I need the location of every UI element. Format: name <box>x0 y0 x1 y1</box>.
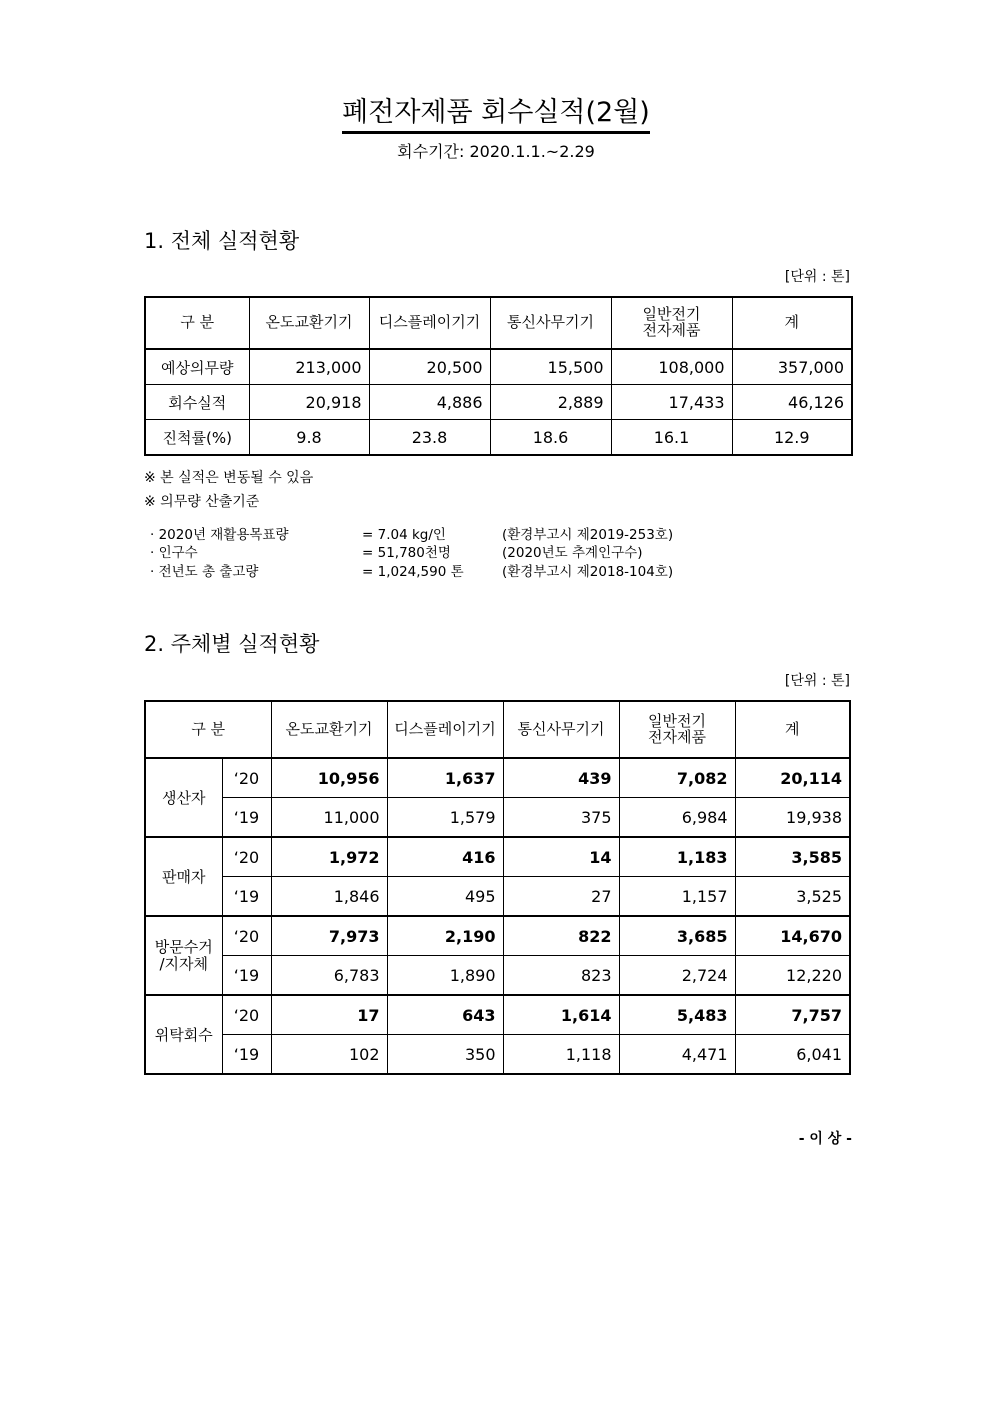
note-variable: ※ 본 실적은 변동될 수 있음 <box>144 470 314 486</box>
table-cell: 7,757 <box>735 995 850 1035</box>
table-row <box>145 1035 850 1075</box>
table-cell: 350 <box>387 1035 503 1075</box>
criteria-value: = 7.04 kg/인 <box>362 527 446 543</box>
table-cell: 823 <box>503 956 619 996</box>
header-total: 계 <box>732 297 852 349</box>
overall-performance-table <box>144 296 853 456</box>
section2-unit: [단위 : 톤] <box>784 673 850 689</box>
year-cell: ‘20 <box>222 837 271 877</box>
header-temperature-exchange: 온도교환기기 <box>249 297 369 349</box>
table-row <box>145 877 850 917</box>
header-telecom-office: 통신사무기기 <box>503 701 619 758</box>
table-header-row <box>145 297 852 349</box>
table-cell: 4,471 <box>619 1035 735 1075</box>
table-cell: 6,783 <box>271 956 387 996</box>
document-title: 폐전자제품 회수실적(2월) <box>0 90 992 129</box>
criteria-value: = 1,024,590 톤 <box>362 564 464 580</box>
criteria-value: = 51,780천명 <box>362 545 451 561</box>
table-cell: 27 <box>503 877 619 917</box>
criteria-label: · 전년도 총 출고량 <box>150 564 259 580</box>
table-cell: 3,525 <box>735 877 850 917</box>
table-cell: 7,082 <box>619 758 735 798</box>
criteria-ref: (2020년도 추계인구수) <box>502 545 643 561</box>
header-general-electric: 일반전기 전자제품 <box>611 297 732 349</box>
year-cell: ‘19 <box>222 1035 271 1075</box>
table-cell: 5,483 <box>619 995 735 1035</box>
section2-heading: 2. 주체별 실적현황 <box>144 632 320 656</box>
table-cell: 46,126 <box>732 385 852 420</box>
table-cell: 3,585 <box>735 837 850 877</box>
table-header-row <box>145 701 850 758</box>
header-temperature-exchange: 온도교환기기 <box>271 701 387 758</box>
collection-period: 회수기간: 2020.1.1.~2.29 <box>397 142 595 161</box>
table-cell: 3,685 <box>619 916 735 956</box>
table-row <box>145 420 852 456</box>
by-entity-table <box>144 700 851 1075</box>
table-cell: 9.8 <box>249 420 369 456</box>
header-category: 구 분 <box>145 701 271 758</box>
table-cell: 357,000 <box>732 349 852 385</box>
table-cell: 643 <box>387 995 503 1035</box>
header-category: 구 분 <box>145 297 249 349</box>
table-cell: 1,846 <box>271 877 387 917</box>
table-cell: 20,918 <box>249 385 369 420</box>
criteria-label: · 인구수 <box>150 545 198 561</box>
section1-heading: 1. 전체 실적현황 <box>144 229 300 253</box>
header-display: 디스플레이기기 <box>387 701 503 758</box>
table-cell: 12.9 <box>732 420 852 456</box>
criteria-label: · 2020년 재활용목표량 <box>150 527 289 543</box>
year-cell: ‘20 <box>222 916 271 956</box>
table-cell: 2,889 <box>490 385 611 420</box>
table-cell: 822 <box>503 916 619 956</box>
table-cell: 12,220 <box>735 956 850 996</box>
year-cell: ‘19 <box>222 877 271 917</box>
group-label-consignment: 위탁회수 <box>145 995 222 1074</box>
table-cell: 23.8 <box>369 420 490 456</box>
header-telecom-office: 통신사무기기 <box>490 297 611 349</box>
table-row <box>145 798 850 838</box>
table-row <box>145 349 852 385</box>
table-cell: 4,886 <box>369 385 490 420</box>
table-row <box>145 956 850 996</box>
table-row <box>145 385 852 420</box>
table-row <box>145 916 850 956</box>
table-cell: 14,670 <box>735 916 850 956</box>
table-cell: 7,973 <box>271 916 387 956</box>
table-cell: 2,724 <box>619 956 735 996</box>
year-cell: ‘19 <box>222 956 271 996</box>
table-row <box>145 837 850 877</box>
table-cell: 1,972 <box>271 837 387 877</box>
table-cell: 416 <box>387 837 503 877</box>
row-label: 진척률(%) <box>145 420 249 456</box>
note-criteria: ※ 의무량 산출기준 <box>144 494 260 510</box>
table-cell: 1,614 <box>503 995 619 1035</box>
table-row <box>145 995 850 1035</box>
table-cell: 213,000 <box>249 349 369 385</box>
closing-mark: - 이 상 - <box>798 1131 852 1147</box>
table-cell: 102 <box>271 1035 387 1075</box>
group-label-visit-collection: 방문수거 /지자체 <box>145 916 222 995</box>
table-cell: 19,938 <box>735 798 850 838</box>
table-cell: 11,000 <box>271 798 387 838</box>
table-cell: 2,190 <box>387 916 503 956</box>
table-cell: 1,157 <box>619 877 735 917</box>
year-cell: ‘20 <box>222 758 271 798</box>
table-cell: 17 <box>271 995 387 1035</box>
row-label: 예상의무량 <box>145 349 249 385</box>
group-label-seller: 판매자 <box>145 837 222 916</box>
table-cell: 1,637 <box>387 758 503 798</box>
group-label-producer: 생산자 <box>145 758 222 837</box>
table-cell: 6,041 <box>735 1035 850 1075</box>
table-cell: 16.1 <box>611 420 732 456</box>
table-cell: 1,118 <box>503 1035 619 1075</box>
table-cell: 10,956 <box>271 758 387 798</box>
header-general-electric: 일반전기 전자제품 <box>619 701 735 758</box>
table-cell: 1,890 <box>387 956 503 996</box>
table-cell: 20,500 <box>369 349 490 385</box>
table-cell: 15,500 <box>490 349 611 385</box>
table-cell: 18.6 <box>490 420 611 456</box>
table-row <box>145 758 850 798</box>
table-cell: 14 <box>503 837 619 877</box>
table-cell: 375 <box>503 798 619 838</box>
year-cell: ‘20 <box>222 995 271 1035</box>
section1-unit: [단위 : 톤] <box>784 269 850 285</box>
row-label: 회수실적 <box>145 385 249 420</box>
table-cell: 108,000 <box>611 349 732 385</box>
table-cell: 1,579 <box>387 798 503 838</box>
table-cell: 439 <box>503 758 619 798</box>
table-cell: 17,433 <box>611 385 732 420</box>
table-cell: 495 <box>387 877 503 917</box>
criteria-ref: (환경부고시 제2019-253호) <box>502 527 674 543</box>
year-cell: ‘19 <box>222 798 271 838</box>
criteria-ref: (환경부고시 제2018-104호) <box>502 564 674 580</box>
table-cell: 6,984 <box>619 798 735 838</box>
table-cell: 20,114 <box>735 758 850 798</box>
header-total: 계 <box>735 701 850 758</box>
header-display: 디스플레이기기 <box>369 297 490 349</box>
table-cell: 1,183 <box>619 837 735 877</box>
